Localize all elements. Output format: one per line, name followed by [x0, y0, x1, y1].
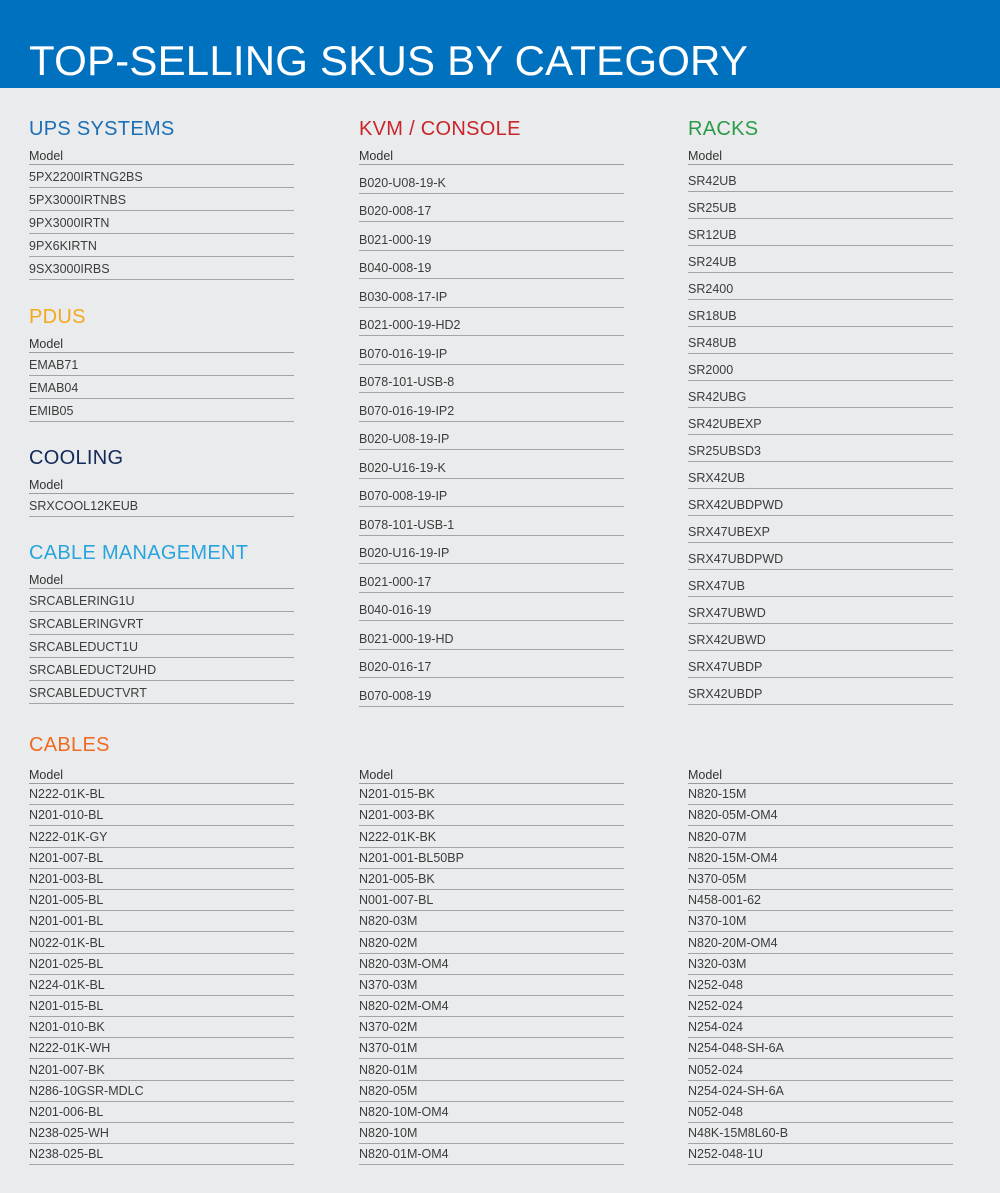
list-item: N201-001-BL — [29, 911, 294, 932]
list-item: N820-03M — [359, 911, 624, 932]
list-item: N201-025-BL — [29, 954, 294, 975]
list-item: N001-007-BL — [359, 890, 624, 911]
list-item: B030-008-17-IP — [359, 279, 624, 308]
list-item: N820-15M — [688, 784, 953, 805]
list-item: SRX47UBDP — [688, 651, 953, 678]
list-item: B021-000-17 — [359, 564, 624, 593]
list-item: SRX47UBDPWD — [688, 543, 953, 570]
list-item: N458-001-62 — [688, 890, 953, 911]
column-header-model: Model — [29, 150, 294, 165]
list-racks — [688, 165, 953, 705]
list-item: N201-007-BK — [29, 1059, 294, 1080]
list-item: B070-008-19 — [359, 678, 624, 707]
list-item: N370-02M — [359, 1017, 624, 1038]
list-item: 9PX3000IRTN — [29, 211, 294, 234]
list-item: B070-008-19-IP — [359, 479, 624, 508]
section-kvm-console — [359, 119, 624, 707]
list-item: N370-03M — [359, 975, 624, 996]
section-pdus — [29, 307, 294, 422]
section-title-ups: UPS SYSTEMS — [29, 118, 175, 140]
list-item: B021-000-19-HD — [359, 621, 624, 650]
list-cooling — [29, 494, 294, 517]
list-item: B020-008-17 — [359, 194, 624, 223]
section-cooling — [29, 448, 294, 517]
list-item: N201-003-BK — [359, 805, 624, 826]
header-banner — [0, 0, 1000, 88]
column-header-model: Model — [29, 338, 294, 353]
section-cable-management — [29, 543, 294, 704]
list-item: N052-024 — [688, 1059, 953, 1080]
list-item: 5PX2200IRTNG2BS — [29, 165, 294, 188]
list-item: N252-024 — [688, 996, 953, 1017]
list-item: N820-02M — [359, 932, 624, 953]
list-item: N201-010-BL — [29, 805, 294, 826]
list-item: SRX42UBWD — [688, 624, 953, 651]
list-item: SRX47UBEXP — [688, 516, 953, 543]
list-item: B020-U16-19-IP — [359, 536, 624, 565]
list-cables-3 — [688, 784, 953, 1165]
section-cables — [29, 735, 953, 755]
list-item: SR42UBEXP — [688, 408, 953, 435]
list-item: SR12UB — [688, 219, 953, 246]
list-item: B021-000-19 — [359, 222, 624, 251]
list-item: N820-10M — [359, 1123, 624, 1144]
list-item: N252-048 — [688, 975, 953, 996]
list-item: 9PX6KIRTN — [29, 234, 294, 257]
list-item: SRX42UB — [688, 462, 953, 489]
list-item: SRCABLEDUCT1U — [29, 635, 294, 658]
list-item: SR25UB — [688, 192, 953, 219]
list-item: 5PX3000IRTNBS — [29, 188, 294, 211]
list-item: N201-003-BL — [29, 869, 294, 890]
list-item: B020-U08-19-IP — [359, 422, 624, 451]
list-item: N820-02M-OM4 — [359, 996, 624, 1017]
list-item: N820-07M — [688, 826, 953, 847]
section-title-cables: CABLES — [29, 734, 110, 756]
list-item: N820-10M-OM4 — [359, 1102, 624, 1123]
list-item: N370-05M — [688, 869, 953, 890]
list-item: N201-006-BL — [29, 1102, 294, 1123]
section-title-kvm-console: KVM / CONSOLE — [359, 118, 521, 140]
list-item: N820-01M — [359, 1059, 624, 1080]
list-item: N201-005-BL — [29, 890, 294, 911]
list-item: N254-024-SH-6A — [688, 1081, 953, 1102]
list-item: N222-01K-GY — [29, 826, 294, 847]
cables-column-1 — [29, 769, 294, 1165]
list-item: SR24UB — [688, 246, 953, 273]
list-item: N224-01K-BL — [29, 975, 294, 996]
section-racks — [688, 119, 953, 705]
list-item: N022-01K-BL — [29, 932, 294, 953]
list-item: N238-025-BL — [29, 1144, 294, 1165]
list-item: N201-007-BL — [29, 848, 294, 869]
list-item: B070-016-19-IP2 — [359, 393, 624, 422]
list-item: N201-015-BK — [359, 784, 624, 805]
list-item: N201-010-BK — [29, 1017, 294, 1038]
list-kvm-console — [359, 165, 624, 707]
list-item: N820-05M — [359, 1081, 624, 1102]
list-item: EMAB71 — [29, 353, 294, 376]
list-item: B078-101-USB-1 — [359, 507, 624, 536]
list-item: B021-000-19-HD2 — [359, 308, 624, 337]
list-item: B040-016-19 — [359, 593, 624, 622]
list-item: B078-101-USB-8 — [359, 365, 624, 394]
section-title-pdus: PDUS — [29, 306, 86, 328]
list-item: B070-016-19-IP — [359, 336, 624, 365]
list-item: B020-U16-19-K — [359, 450, 624, 479]
list-item: N201-001-BL50BP — [359, 848, 624, 869]
list-item: N238-025-WH — [29, 1123, 294, 1144]
list-pdus — [29, 353, 294, 422]
list-item: N320-03M — [688, 954, 953, 975]
list-item: SRX42UBDP — [688, 678, 953, 705]
cables-column-2 — [359, 769, 624, 1165]
list-item: SR48UB — [688, 327, 953, 354]
section-title-racks: RACKS — [688, 118, 759, 140]
list-item: N222-01K-WH — [29, 1038, 294, 1059]
list-item: N820-01M-OM4 — [359, 1144, 624, 1165]
list-item: N820-05M-OM4 — [688, 805, 953, 826]
list-item: N222-01K-BK — [359, 826, 624, 847]
list-cables-2 — [359, 784, 624, 1165]
list-item: N286-10GSR-MDLC — [29, 1081, 294, 1102]
list-item: N254-048-SH-6A — [688, 1038, 953, 1059]
column-header-model: Model — [359, 769, 624, 784]
list-item: N48K-15M8L60-B — [688, 1123, 953, 1144]
list-item: SRCABLEDUCT2UHD — [29, 658, 294, 681]
list-item: B040-008-19 — [359, 251, 624, 280]
section-ups — [29, 119, 294, 280]
column-header-model: Model — [29, 574, 294, 589]
list-item: SR25UBSD3 — [688, 435, 953, 462]
list-item: N254-024 — [688, 1017, 953, 1038]
list-item: SRCABLEDUCTVRT — [29, 681, 294, 704]
list-item: EMAB04 — [29, 376, 294, 399]
list-item: N820-15M-OM4 — [688, 848, 953, 869]
list-cables-1 — [29, 784, 294, 1165]
list-item: B020-016-17 — [359, 650, 624, 679]
list-item: SR42UBG — [688, 381, 953, 408]
section-title-cable-management: CABLE MANAGEMENT — [29, 542, 249, 564]
list-item: EMIB05 — [29, 399, 294, 422]
section-title-cooling: COOLING — [29, 447, 124, 469]
list-item: SRX47UB — [688, 570, 953, 597]
column-header-model: Model — [688, 769, 953, 784]
column-header-model: Model — [29, 479, 294, 494]
list-item: SR18UB — [688, 300, 953, 327]
list-item: N370-10M — [688, 911, 953, 932]
page-title: TOP-SELLING SKUS BY CATEGORY — [29, 37, 749, 84]
list-item: SRX42UBDPWD — [688, 489, 953, 516]
list-item: SR42UB — [688, 165, 953, 192]
list-item: SRCABLERINGVRT — [29, 612, 294, 635]
column-header-model: Model — [359, 150, 624, 165]
list-item: N820-03M-OM4 — [359, 954, 624, 975]
list-item: N820-20M-OM4 — [688, 932, 953, 953]
list-item: N052-048 — [688, 1102, 953, 1123]
list-item: SRXCOOL12KEUB — [29, 494, 294, 517]
list-item: N252-048-1U — [688, 1144, 953, 1165]
list-ups — [29, 165, 294, 280]
list-item: 9SX3000IRBS — [29, 257, 294, 280]
list-item: N370-01M — [359, 1038, 624, 1059]
list-item: SR2000 — [688, 354, 953, 381]
cables-column-3 — [688, 769, 953, 1165]
column-header-model: Model — [29, 769, 294, 784]
list-item: SRCABLERING1U — [29, 589, 294, 612]
list-item: N222-01K-BL — [29, 784, 294, 805]
list-item: N201-015-BL — [29, 996, 294, 1017]
list-item: SRX47UBWD — [688, 597, 953, 624]
list-item: B020-U08-19-K — [359, 165, 624, 194]
list-item: N201-005-BK — [359, 869, 624, 890]
list-item: SR2400 — [688, 273, 953, 300]
list-cable-management — [29, 589, 294, 704]
column-header-model: Model — [688, 150, 953, 165]
